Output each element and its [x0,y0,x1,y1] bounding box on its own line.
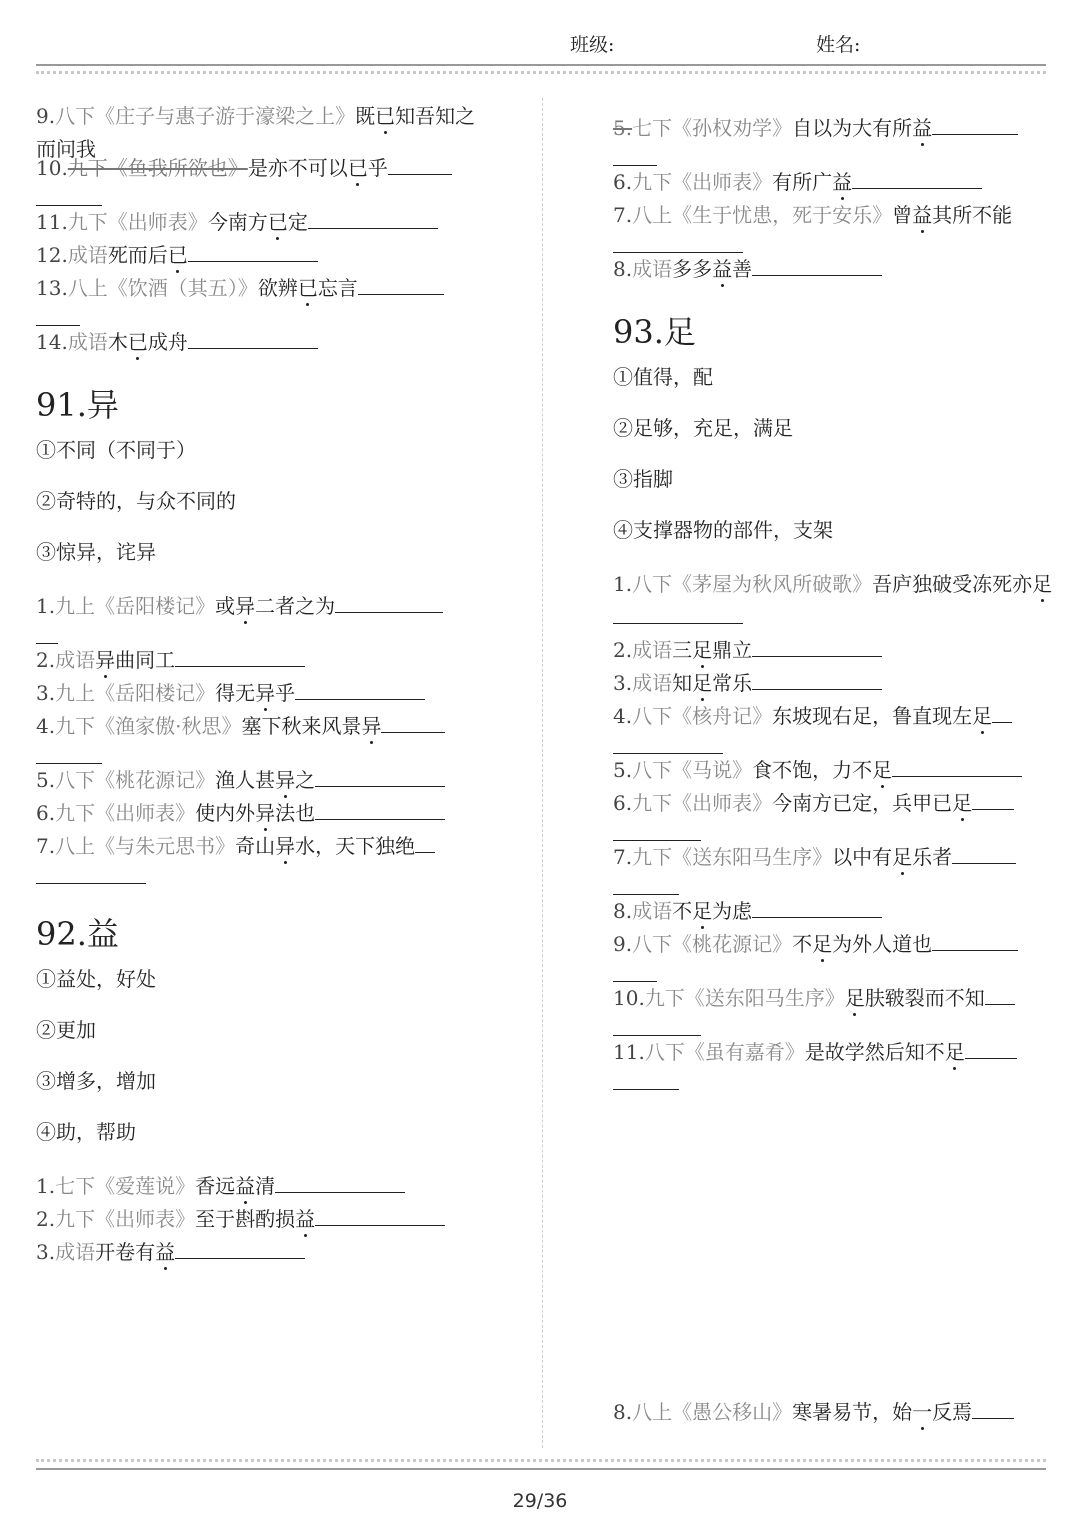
answer-blank[interactable] [932,930,1018,951]
answer-blank[interactable] [36,863,146,884]
key-char: 异 [361,714,382,738]
right-column [613,98,1058,1090]
meaning-item: ③惊异，诧异 [36,540,156,564]
key-char: 足 [952,791,973,815]
answer-blank[interactable] [932,114,1018,135]
exercise-item: 6.九下《出师表》使内外异法也 [36,797,481,830]
section-title-92: 92.益 [36,915,119,953]
answer-blank[interactable] [952,843,1016,864]
items-91 [36,590,481,884]
key-char: 益 [235,1174,256,1198]
answer-blank[interactable] [295,679,425,700]
exercise-item: 5.八下《马说》食不饱，力不足 [613,754,1058,787]
exercise-item: 1.八下《茅屋为秋风所破歌》吾庐独破受冻死亦足 [613,568,1058,634]
answer-blank[interactable] [752,669,882,690]
key-char: 足 [692,671,713,695]
key-char: 足 [1032,572,1053,596]
key-char: 异 [275,768,296,792]
answer-blank[interactable] [315,766,445,787]
answer-blank[interactable] [36,743,102,764]
exercise-item: 7.九下《送东阳马生序》以中有足乐者 [613,841,1058,895]
answer-blank[interactable] [613,145,657,166]
answer-blank[interactable] [985,984,1015,1005]
answer-blank[interactable] [175,1238,305,1259]
exercise-item: 7.八上《生于忧患，死于安乐》曾益其所不能 [613,199,1058,253]
key-char: 已 [375,104,396,128]
answer-blank[interactable] [381,712,445,733]
key-char: 异 [95,648,116,672]
key-char: 足 [972,704,993,728]
items-92 [36,1170,481,1269]
exercise-item: 10.九下《送东阳马生序》足肤皲裂而不知 [613,982,1058,1036]
key-char: 足 [944,1040,965,1064]
exercise-item: 3.成语开卷有益 [36,1236,481,1269]
answer-blank[interactable] [613,874,679,895]
meaning-item: ②足够，充足，满足 [613,416,793,440]
answer-blank[interactable] [852,168,982,189]
answer-blank[interactable] [613,1015,701,1036]
answer-blank[interactable] [752,255,882,276]
answer-blank[interactable] [315,799,445,820]
exercise-item: 1.七下《爱莲说》香远益清 [36,1170,481,1203]
meaning-item: ①益处，好处 [36,967,156,991]
key-char: 足 [812,932,833,956]
meaning-item: ①不同（不同于） [36,438,196,462]
key-char: 益 [832,170,853,194]
name-label: 姓名: [816,34,861,56]
answer-blank[interactable] [275,1172,405,1193]
column-divider [542,98,543,1448]
key-char: 已 [127,330,148,354]
answer-blank[interactable] [965,1038,1017,1059]
exercise-item: 13.八上《饮酒（其五）》欲辨已忘言 [36,272,481,326]
key-char: 已 [267,210,288,234]
key-char: 一 [912,1400,933,1424]
header-rule [36,64,1046,66]
answer-blank[interactable] [188,241,318,262]
key-char: 已 [347,156,368,180]
answer-blank[interactable] [613,1069,679,1090]
exercise-item: 10.九下《鱼我所欲也》是亦不可以已乎 [36,152,481,206]
exercise-item: 11.八下《虽有嘉肴》是故学然后知不足 [613,1036,1058,1090]
section-title-91: 91.异 [36,386,119,424]
key-char: 益 [912,116,933,140]
left-column [36,98,481,1269]
items-93 [613,568,1058,1090]
meaning-item: ③指脚 [613,467,673,491]
key-char: 异 [255,801,276,825]
key-char: 足 [872,758,893,782]
exercise-item: 4.九下《渔家傲·秋思》塞下秋来风景异 [36,710,481,764]
exercise-item: 7.八上《与朱元思书》奇山异水，天下独绝 [36,830,481,884]
class-label: 班级: [570,34,615,56]
exercise-item: 3.九上《岳阳楼记》得无异乎 [36,677,481,710]
answer-blank[interactable] [752,636,882,657]
meaning-item: ③增多，增加 [36,1069,156,1093]
answer-blank[interactable] [415,832,435,853]
exercise-item: 8.成语多多益善 [613,253,1058,286]
answer-blank[interactable] [613,820,701,841]
answer-blank[interactable] [188,328,318,349]
exercise-item: 8.八上《愚公移山》寒暑易节，始一反焉 [613,1396,1053,1429]
key-char: 足 [692,899,713,923]
exercise-item: 6.九下《出师表》有所广益 [613,166,1058,199]
meaning-item: ④助，帮助 [36,1120,136,1144]
answer-blank[interactable] [613,961,657,982]
section-title-93: 93.足 [613,313,696,351]
items-top-right [613,112,1058,286]
page-number: 29/36 [512,1490,568,1512]
footer-rule [36,1468,1046,1470]
exercise-item: 9.八下《桃花源记》不足为外人道也 [613,928,1058,982]
answer-blank[interactable] [175,646,305,667]
exercise-item: 3.成语知足常乐 [613,667,1058,700]
exercise-item: 2.成语三足鼎立 [613,634,1058,667]
header-dotted-rule [36,71,1046,74]
key-char: 已 [297,276,318,300]
key-char: 益 [155,1240,176,1264]
exercise-item: 14.成语木已成舟 [36,326,481,359]
key-char: 足 [692,638,713,662]
exercise-item: 5.七下《孙权劝学》自以为大有所益 [613,112,1058,166]
answer-blank[interactable] [388,154,452,175]
answer-blank[interactable] [892,756,1022,777]
exercise-item: 6.九下《出师表》今南方已定，兵甲已足 [613,787,1058,841]
meaning-item: ④支撑器物的部件，支架 [613,518,833,542]
answer-blank[interactable] [335,592,443,613]
answer-blank[interactable] [358,274,444,295]
meaning-item: ②奇特的，与众不同的 [36,489,236,513]
answer-blank[interactable] [315,1205,445,1226]
key-char: 足 [892,845,913,869]
items-top-left [36,100,481,359]
answer-blank[interactable] [308,208,438,229]
answer-blank[interactable] [36,305,80,326]
header-fields [0,30,1080,60]
exercise-item: 4.八下《核舟记》东坡现右足，鲁直现左足 [613,700,1058,754]
answer-blank[interactable] [36,623,58,644]
exercise-item: 2.成语异曲同工 [36,644,481,677]
answer-blank[interactable] [613,232,743,253]
key-char: 足 [844,986,865,1010]
answer-blank[interactable] [992,702,1012,723]
answer-blank[interactable] [613,603,743,624]
answer-blank[interactable] [613,733,723,754]
exercise-item: 8.成语不足为虑 [613,895,1058,928]
answer-blank[interactable] [972,789,1014,810]
key-char: 益 [912,203,933,227]
key-char: 已 [167,243,188,267]
footer-dotted-rule [36,1459,1046,1462]
exercise-item: 11.九下《出师表》今南方已定 [36,206,481,239]
exercise-item: 12.成语死而后已 [36,239,481,272]
meaning-item: ①值得，配 [613,365,713,389]
answer-blank[interactable] [752,897,882,918]
key-char: 异 [255,681,276,705]
exercise-item: 5.八下《桃花源记》渔人甚异之 [36,764,481,797]
exercise-item: 2.九下《出师表》至于斟酌损益 [36,1203,481,1236]
exercise-item: 9.八下《庄子与惠子游于濠梁之上》既已知吾知之而问我 [36,104,476,161]
answer-blank[interactable] [36,185,102,206]
key-char: 益 [295,1207,316,1231]
key-char: 异 [235,594,256,618]
key-char: 益 [712,257,733,281]
key-char: 异 [275,834,296,858]
meaning-item: ②更加 [36,1018,96,1042]
exercise-item: 1.九上《岳阳楼记》或异二者之为 [36,590,481,644]
answer-blank[interactable] [972,1398,1014,1419]
